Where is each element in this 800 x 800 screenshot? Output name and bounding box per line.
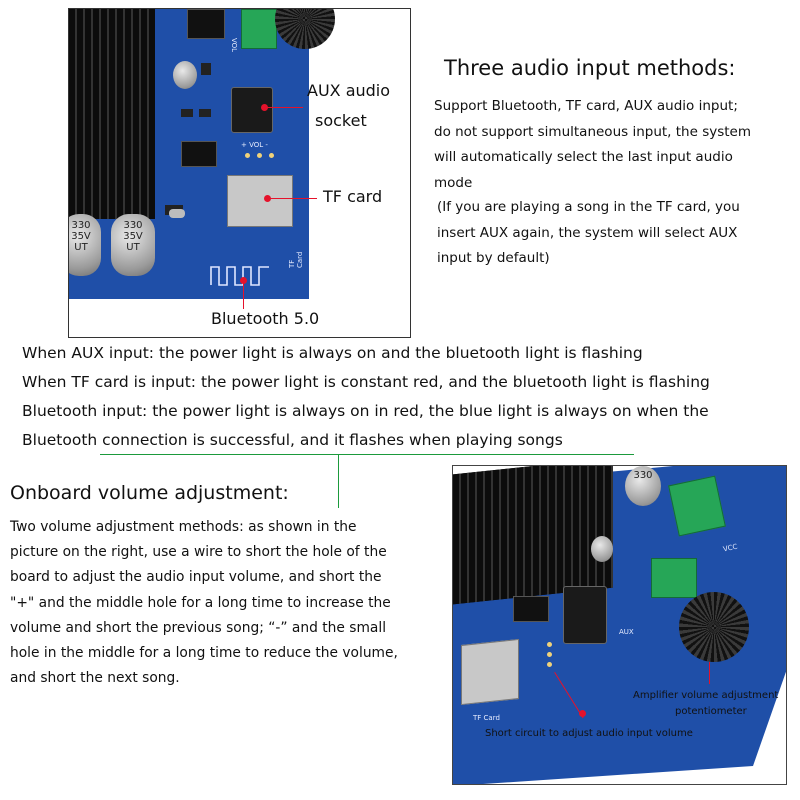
short-callout-dot: [579, 710, 586, 717]
power-chip: [187, 9, 225, 39]
vol-label: VOL: [230, 37, 239, 53]
note-line: (If you are playing a song in the TF card, you: [437, 199, 740, 215]
tf-callout-line: [269, 198, 317, 199]
volume-line: Two volume adjustment methods: as shown in the: [10, 519, 357, 535]
vol-hole-1: [547, 642, 552, 647]
green-divider-horizontal: [100, 454, 634, 455]
small-capacitor-bottom: [591, 536, 613, 562]
vcc-label: VCC: [722, 542, 739, 554]
aux-callout-dot: [261, 104, 268, 111]
bottom-board-photo: [452, 465, 787, 785]
potentiometer-label-line1: Amplifier volume adjustment: [633, 690, 779, 701]
smd-component-2: [199, 109, 211, 117]
heatsink: [69, 9, 155, 219]
bluetooth-antenna-icon: [209, 261, 273, 291]
tf-card-label: TF card: [323, 187, 383, 206]
volume-knob: [275, 8, 335, 49]
volume-paragraph: [10, 515, 398, 691]
capacitor-2-text: 330 35V UT: [123, 220, 143, 253]
heatsink-bottom: [453, 465, 613, 604]
green-terminal-bottom: [668, 476, 726, 537]
decoder-chip-bottom: [513, 596, 549, 622]
paragraph-line: will automatically select the last input audio: [434, 149, 733, 165]
capacitor-1: [68, 214, 101, 276]
mode-tf-card: When TF card is input: the power light is constant red, and the bluetooth light is flashing: [22, 373, 710, 391]
potentiometer-base: [651, 558, 697, 598]
paragraph-line: do not support simultaneous input, the system: [434, 123, 752, 140]
aux-callout-line: [265, 107, 303, 108]
capacitor-bottom-text: 330: [633, 470, 653, 481]
volume-line: board to adjust the audio input volume, and short the: [10, 569, 382, 586]
aux-jack-bottom: [563, 586, 607, 644]
mode-bluetooth-2: Bluetooth connection is successful, and it flashes when playing songs: [22, 431, 563, 449]
aux-socket-label-line1: AUX audio: [307, 81, 391, 100]
volume-line: and short the next song.: [10, 670, 180, 687]
volume-line: "+" and the middle hole for a long time to increase the: [10, 594, 391, 611]
vol-pin-plus: [245, 153, 250, 158]
mode-aux: When AUX input: the power light is always on and the bluetooth light is flashing: [22, 344, 643, 362]
vol-pin-mid: [257, 153, 262, 158]
crystal: [169, 209, 185, 218]
note-line: input by default): [437, 250, 550, 266]
pcb-board: [69, 9, 309, 299]
capacitor-2: [111, 214, 155, 276]
top-board-photo: [68, 8, 411, 338]
vol-hole-2: [547, 652, 552, 657]
decoder-chip: [181, 141, 217, 167]
bluetooth-callout-dot: [240, 277, 247, 284]
section-title-input-methods: Three audio input methods:: [444, 56, 736, 80]
section-title-volume: Onboard volume adjustment:: [10, 482, 289, 504]
tf-card-pcb-label-bottom: TF Card: [473, 714, 500, 722]
smd-component-1: [181, 109, 193, 117]
bluetooth-callout-line: [243, 281, 244, 309]
green-terminal: [241, 9, 277, 49]
vol-hole-3: [547, 662, 552, 667]
volume-line: picture on the right, use a wire to short the hole of the: [10, 544, 387, 561]
bluetooth-label: Bluetooth 5.0: [211, 309, 320, 328]
vol-pins-label: + VOL -: [241, 141, 268, 149]
volume-line: hole in the middle for a long time to reduce the volume,: [10, 645, 398, 662]
smd-component-3: [201, 63, 211, 75]
volume-line: volume and short the previous song; “-” and the small: [10, 619, 387, 636]
short-circuit-label: Short circuit to adjust audio input volume: [485, 728, 693, 739]
paragraph-line: Support Bluetooth, TF card, AUX audio input;: [434, 98, 738, 114]
tf-card-pcb-label: TF Card: [288, 251, 304, 268]
capacitor-bottom: [625, 466, 661, 506]
small-capacitor: [173, 61, 197, 89]
capacitor-1-text: 330 35V UT: [71, 220, 91, 253]
input-methods-paragraph: [434, 94, 751, 196]
note-line: insert AUX again, the system will select AUX: [437, 224, 738, 241]
aux-pcb-label: AUX: [619, 628, 634, 636]
potentiometer-label-line2: potentiometer: [675, 706, 747, 717]
tf-callout-dot: [264, 195, 271, 202]
mode-bluetooth-1: Bluetooth input: the power light is always on in red, the blue light is always on when the: [22, 402, 709, 420]
paragraph-line: mode: [434, 174, 473, 191]
vol-pin-minus: [269, 153, 274, 158]
tf-card-slot-bottom: [461, 639, 519, 705]
green-divider-vertical: [338, 454, 339, 508]
potentiometer-knob: [679, 592, 749, 662]
tf-card-slot: [227, 175, 293, 227]
pot-callout-line: [709, 662, 710, 684]
input-methods-note: [437, 195, 740, 272]
aux-socket-label-line2: socket: [315, 111, 367, 130]
